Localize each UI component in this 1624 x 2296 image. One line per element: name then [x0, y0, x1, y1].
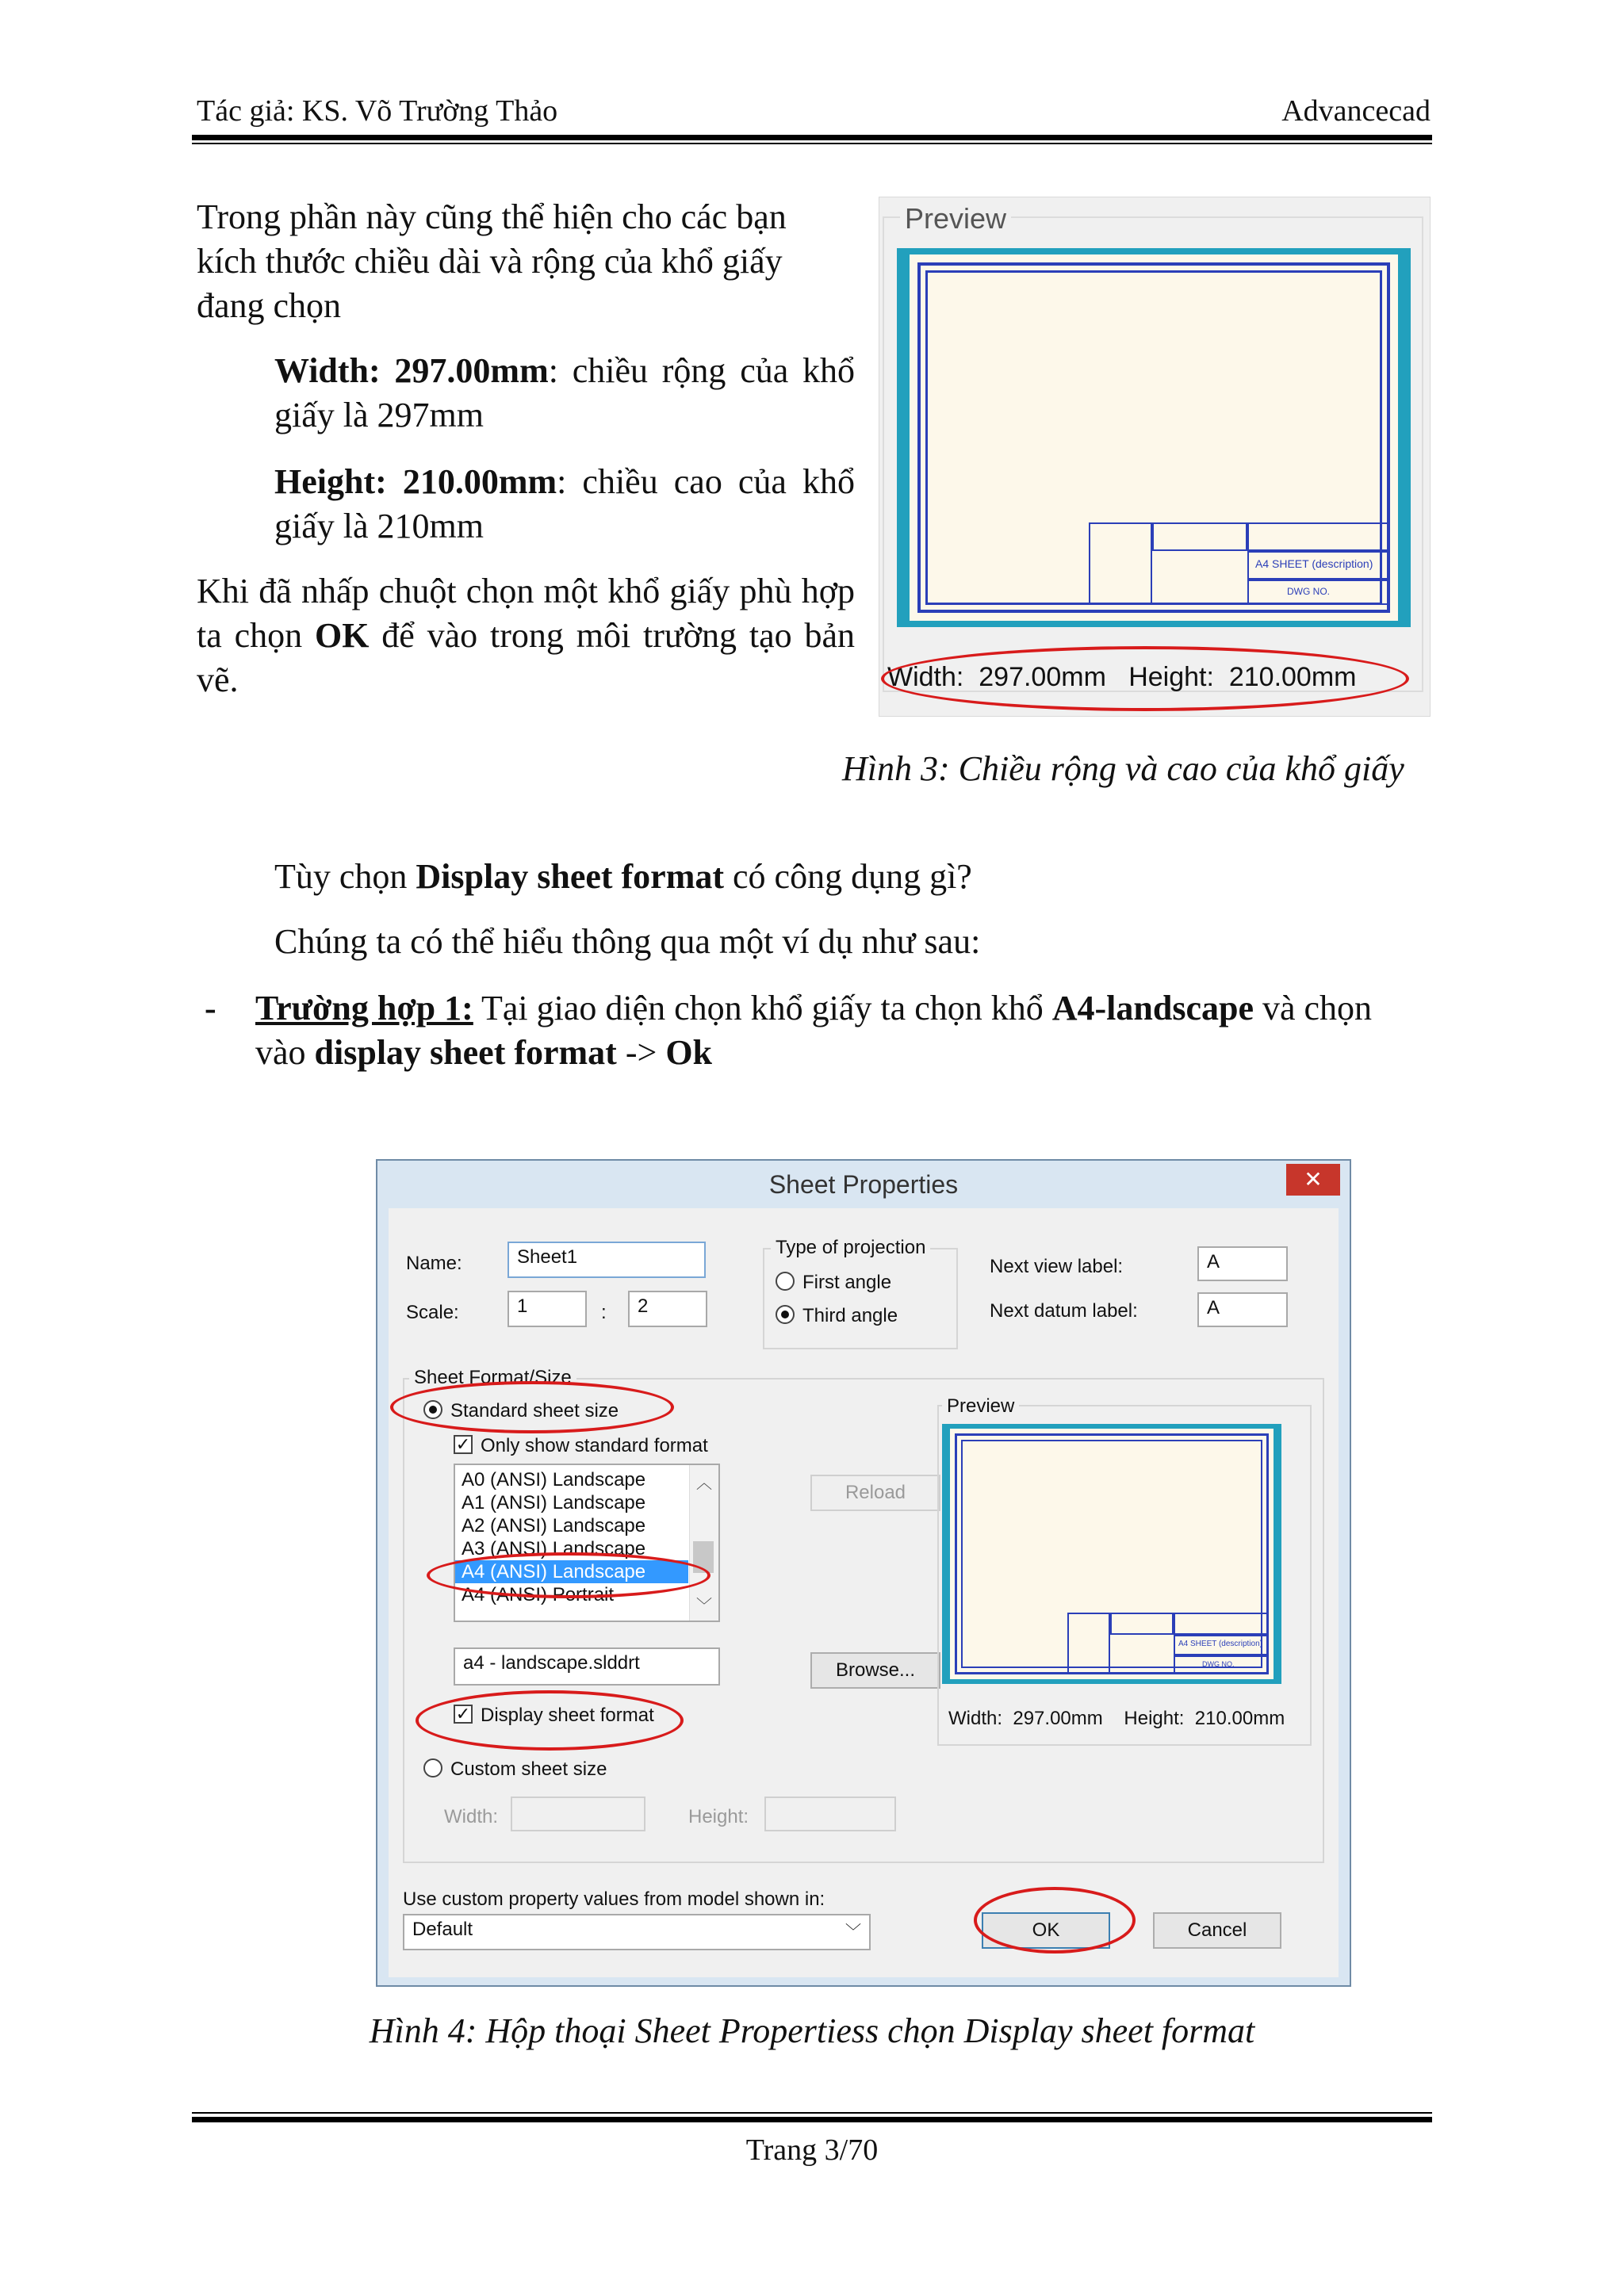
display-format-label: Display sheet format [481, 1705, 654, 1726]
case1-bold1: A4-landscape [1051, 989, 1254, 1027]
case1-bold2: display sheet format [314, 1033, 617, 1072]
third-angle-label: Third angle [802, 1305, 898, 1326]
next-datum-input[interactable]: A [1197, 1292, 1288, 1327]
projection-title: Type of projection [771, 1237, 930, 1259]
name-input[interactable]: Sheet1 [508, 1242, 706, 1278]
next-datum-label: Next datum label: [990, 1300, 1138, 1322]
case1-text1: Tại giao diện chọn khổ giấy ta chọn khổ [473, 989, 1052, 1027]
figure3-caption: Hình 3: Chiều rộng và cao của khổ giấy [842, 749, 1404, 788]
name-label: Name: [406, 1253, 462, 1274]
figure3-preview-title: Preview [900, 202, 1011, 235]
custom-width-input[interactable] [511, 1797, 645, 1831]
scroll-up-icon[interactable]: ︿ [696, 1475, 712, 1492]
figure3-panel [879, 197, 1431, 717]
scroll-down-icon[interactable]: ﹀ [696, 1598, 712, 1615]
height-bold: Height: 210.00mm [274, 462, 557, 501]
question-after: có công dụng gì? [724, 857, 972, 896]
sheet-size-item[interactable]: A0 (ANSI) Landscape [462, 1469, 646, 1490]
first-angle-label: First angle [802, 1272, 892, 1293]
page-number: Trang 3/70 [745, 2133, 879, 2167]
question-bold: Display sheet format [416, 857, 725, 896]
scale-numerator-input[interactable]: 1 [508, 1291, 587, 1327]
only-standard-label: Only show standard format [481, 1435, 708, 1456]
custom-property-label: Use custom property values from model shown in: [403, 1888, 825, 1910]
sheet-size-item[interactable]: A4 (ANSI) Landscape [455, 1560, 688, 1583]
custom-property-value: Default [412, 1919, 473, 1940]
next-view-label: Next view label: [990, 1256, 1124, 1277]
sheet-size-item[interactable]: A4 (ANSI) Portrait [462, 1584, 615, 1605]
question-line [274, 855, 1432, 899]
standard-size-label: Standard sheet size [450, 1400, 619, 1422]
bullet-dash: - [205, 989, 216, 1027]
browse-button[interactable]: Browse... [810, 1652, 940, 1689]
chevron-down-icon[interactable]: ﹀ [845, 1923, 861, 1941]
ok-text-before: Khi đã nhấp chuột chọn một khổ giấy phù hợp ta chọn [197, 572, 855, 655]
header-rule [192, 135, 1432, 140]
scale-label: Scale: [406, 1302, 459, 1323]
display-format-highlight [416, 1690, 684, 1751]
question-before: Tùy chọn [274, 857, 416, 896]
dialog-preview-size: Width: 297.00mm Height: 210.00mm [948, 1708, 1285, 1729]
scale-separator: : [601, 1302, 607, 1323]
footer-rule-thin [192, 2112, 1432, 2114]
sheet-size-item[interactable]: A3 (ANSI) Landscape [462, 1538, 646, 1559]
ok-text-after: để vào trong môi trường tạo bản vẽ. [197, 616, 855, 699]
example-line: Chúng ta có thể hiểu thông qua một ví dụ như sau: [274, 922, 981, 961]
list-scrollbar[interactable] [689, 1465, 718, 1621]
case1-text3: -> [616, 1033, 666, 1072]
figure3-sheet [910, 254, 1398, 621]
projection-group [763, 1248, 958, 1349]
close-button[interactable]: ✕ [1286, 1164, 1340, 1196]
custom-width-label: Width: [444, 1806, 499, 1827]
ok-paragraph [197, 569, 855, 702]
third-angle-radio[interactable] [776, 1305, 795, 1324]
width-paragraph [274, 349, 855, 438]
first-angle-radio[interactable] [776, 1272, 795, 1291]
dialog-preview-sheet [950, 1429, 1274, 1679]
case1-paragraph [255, 986, 1413, 1075]
standard-size-highlight [390, 1381, 674, 1433]
only-standard-checkbox[interactable]: ✓ [454, 1435, 473, 1454]
cancel-button[interactable]: Cancel [1153, 1912, 1281, 1949]
height-rest: : chiều cao của khổ giấy là 210mm [274, 462, 855, 545]
dialog-titlebar [377, 1161, 1350, 1207]
case1-text2: và chọn vào [255, 989, 1373, 1072]
figure3-highlight-ellipse [881, 646, 1409, 711]
sheet-size-item[interactable]: A1 (ANSI) Landscape [462, 1492, 646, 1513]
ok-button[interactable]: OK [982, 1912, 1110, 1949]
format-file-input[interactable]: a4 - landscape.slddrt [454, 1647, 720, 1686]
dialog-preview-frame [942, 1424, 1281, 1684]
intro-text: Trong phần này cũng thể hiện cho các bạn kích thước chiều dài và rộng của khổ giấy đang chọn [197, 197, 787, 325]
ok-bold: OK [314, 616, 370, 655]
width-bold: Width: 297.00mm [274, 351, 549, 390]
case1-bold3: Ok [665, 1033, 713, 1072]
figure3-title-block: A4 SHEET (description) DWG NO. [1089, 522, 1390, 605]
case1-label: Trường hợp 1: [255, 989, 473, 1027]
reload-button[interactable]: Reload [810, 1475, 940, 1511]
next-view-input[interactable]: A [1197, 1246, 1288, 1281]
figure3-preview-frame [897, 248, 1411, 627]
sheet-format-title: Sheet Format/Size [409, 1367, 576, 1389]
width-rest: : chiều rộng của khổ giấy là 297mm [274, 351, 856, 434]
header-company: Advancecad [1281, 94, 1431, 128]
a4-landscape-highlight [427, 1552, 710, 1598]
header-author: Tác giả: KS. Võ Trường Thảo [197, 94, 558, 128]
dialog-title-block: A4 SHEET (description) DWG NO. [1067, 1613, 1269, 1674]
dialog-preview-title: Preview [942, 1395, 1019, 1418]
custom-size-label: Custom sheet size [450, 1758, 607, 1780]
dialog-title: Sheet Properties [768, 1170, 959, 1199]
height-paragraph [274, 460, 855, 549]
custom-size-radio[interactable] [423, 1758, 442, 1777]
sheet-size-list[interactable] [454, 1464, 720, 1622]
sheet-properties-dialog [376, 1159, 1351, 1987]
custom-height-label: Height: [688, 1806, 749, 1827]
sheet-size-item[interactable]: A2 (ANSI) Landscape [462, 1515, 646, 1536]
header-rule-thin [192, 143, 1432, 144]
figure4-caption: Hình 4: Hộp thoại Sheet Propertiess chọn Display sheet format [369, 2011, 1255, 2050]
scale-denominator-input[interactable]: 2 [628, 1291, 707, 1327]
custom-height-input[interactable] [764, 1797, 896, 1831]
figure3-size-text: Width: 297.00mm Height: 210.00mm [887, 662, 1357, 692]
ok-highlight [974, 1887, 1136, 1954]
custom-property-select[interactable] [403, 1914, 871, 1950]
display-format-checkbox[interactable]: ✓ [454, 1705, 473, 1724]
intro-paragraph [197, 195, 855, 328]
footer-rule [192, 2117, 1432, 2122]
